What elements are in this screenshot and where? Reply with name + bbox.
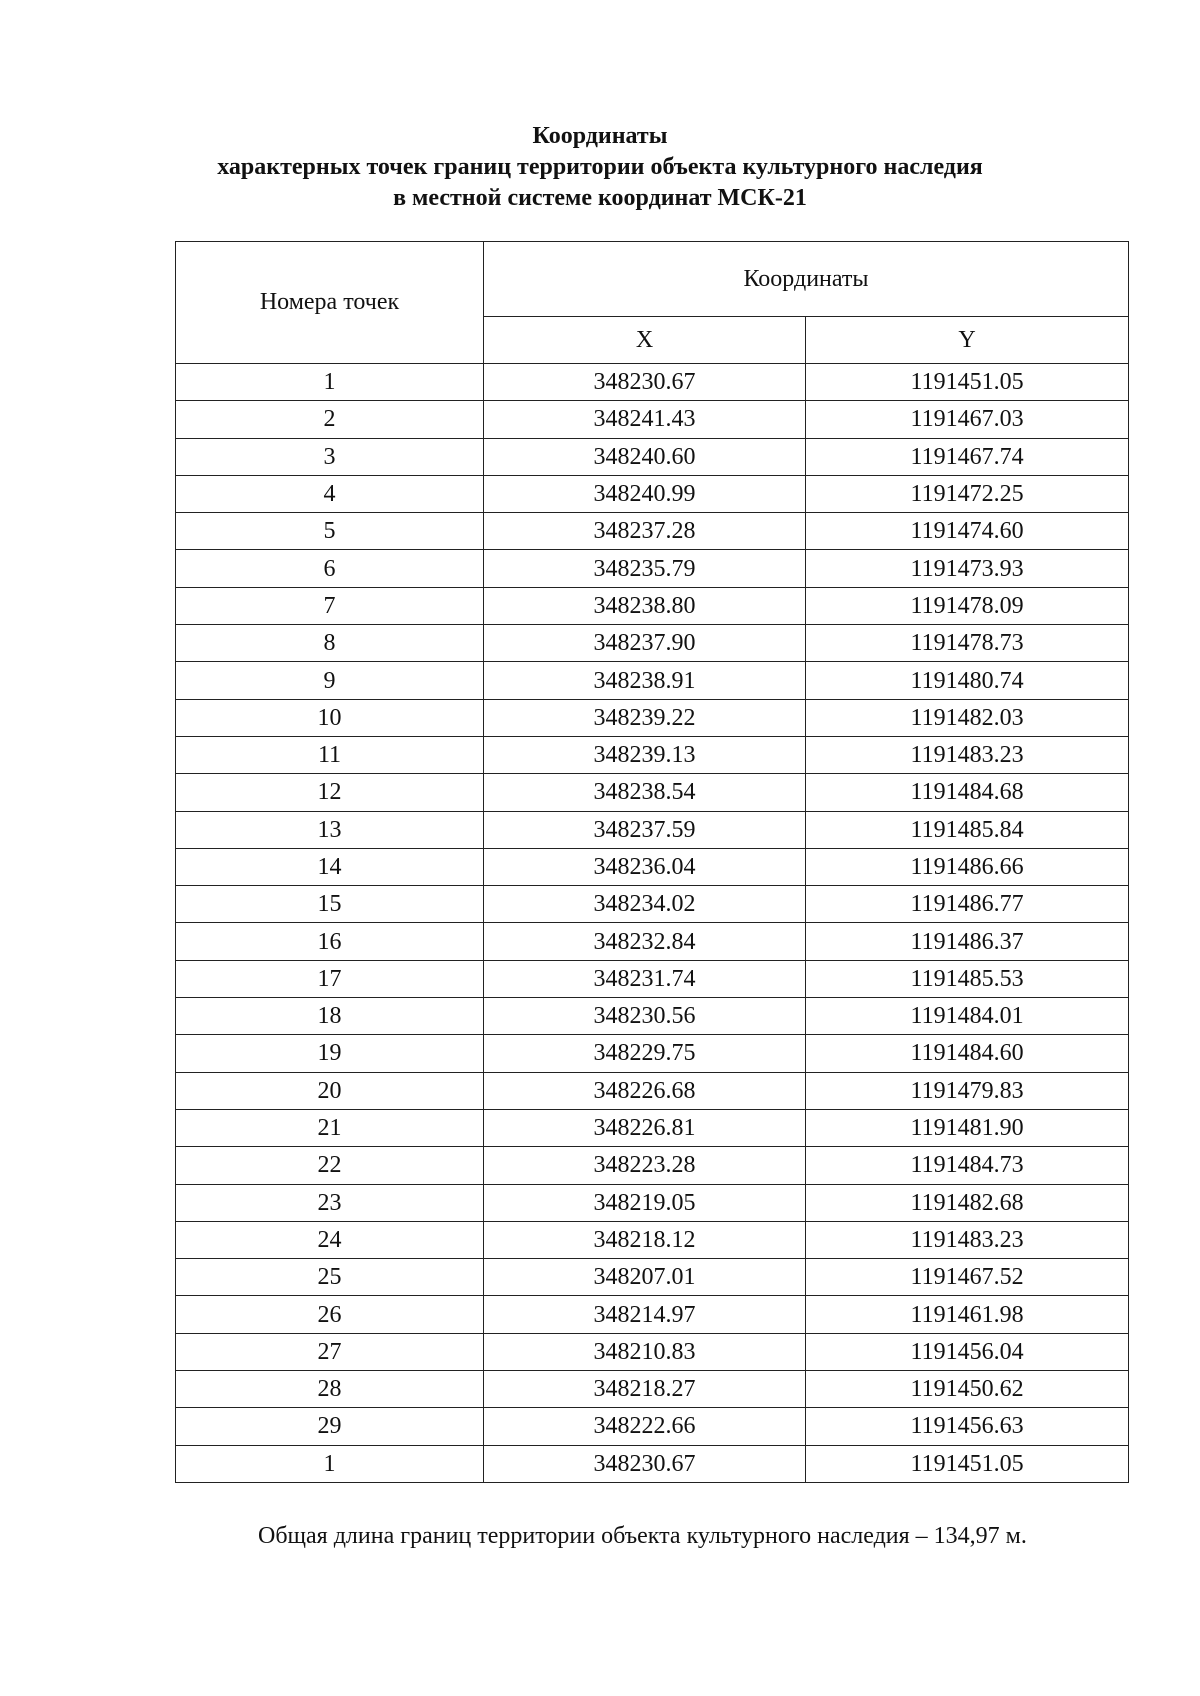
x-coordinate-cell: 348218.12 (484, 1221, 806, 1258)
y-coordinate-cell: 1191467.52 (806, 1259, 1129, 1296)
y-coordinate-cell: 1191478.09 (806, 587, 1129, 624)
point-number-cell: 11 (176, 736, 484, 773)
table-row (176, 587, 1129, 624)
total-length-note: Общая длина границ территории объекта культурного наследия – 134,97 м. (258, 1523, 1027, 1549)
table-row (176, 625, 1129, 662)
x-coordinate-cell: 348223.28 (484, 1147, 806, 1184)
x-coordinate-cell: 348218.27 (484, 1371, 806, 1408)
table-row (176, 811, 1129, 848)
y-coordinate-cell: 1191456.63 (806, 1408, 1129, 1445)
x-coordinate-cell: 348207.01 (484, 1259, 806, 1296)
y-coordinate-cell: 1191473.93 (806, 550, 1129, 587)
y-coordinate-cell: 1191482.03 (806, 699, 1129, 736)
y-coordinate-cell: 1191484.01 (806, 998, 1129, 1035)
coordinates-table (175, 241, 1129, 1483)
y-coordinate-cell: 1191480.74 (806, 662, 1129, 699)
y-coordinate-cell: 1191486.77 (806, 886, 1129, 923)
x-coordinate-cell: 348237.28 (484, 513, 806, 550)
table-row (176, 475, 1129, 512)
point-number-cell: 10 (176, 699, 484, 736)
table-row (176, 960, 1129, 997)
point-number-cell: 2 (176, 401, 484, 438)
point-number-cell: 23 (176, 1184, 484, 1221)
y-coordinate-cell: 1191485.84 (806, 811, 1129, 848)
x-coordinate-cell: 348226.68 (484, 1072, 806, 1109)
table-row (176, 438, 1129, 475)
header-coordinates: Координаты (484, 242, 1129, 317)
x-coordinate-cell: 348232.84 (484, 923, 806, 960)
point-number-cell: 12 (176, 774, 484, 811)
y-coordinate-cell: 1191484.68 (806, 774, 1129, 811)
x-coordinate-cell: 348240.99 (484, 475, 806, 512)
point-number-cell: 29 (176, 1408, 484, 1445)
x-coordinate-cell: 348235.79 (484, 550, 806, 587)
title-line-1: Координаты (532, 123, 668, 149)
point-number-cell: 18 (176, 998, 484, 1035)
point-number-cell: 3 (176, 438, 484, 475)
point-number-cell: 6 (176, 550, 484, 587)
x-coordinate-cell: 348239.22 (484, 699, 806, 736)
header-point-numbers: Номера точек (176, 242, 484, 364)
x-coordinate-cell: 348222.66 (484, 1408, 806, 1445)
header-y: Y (806, 317, 1129, 364)
point-number-cell: 13 (176, 811, 484, 848)
table-row (176, 1221, 1129, 1258)
table-row (176, 998, 1129, 1035)
table-row (176, 1109, 1129, 1146)
x-coordinate-cell: 348234.02 (484, 886, 806, 923)
table-row (176, 1259, 1129, 1296)
table-row (176, 848, 1129, 885)
table-row (176, 513, 1129, 550)
point-number-cell: 20 (176, 1072, 484, 1109)
table-row (176, 886, 1129, 923)
table-row (176, 364, 1129, 401)
point-number-cell: 1 (176, 364, 484, 401)
y-coordinate-cell: 1191472.25 (806, 475, 1129, 512)
point-number-cell: 9 (176, 662, 484, 699)
point-number-cell: 19 (176, 1035, 484, 1072)
x-coordinate-cell: 348237.90 (484, 625, 806, 662)
point-number-cell: 27 (176, 1333, 484, 1370)
y-coordinate-cell: 1191474.60 (806, 513, 1129, 550)
y-coordinate-cell: 1191483.23 (806, 736, 1129, 773)
point-number-cell: 17 (176, 960, 484, 997)
point-number-cell: 16 (176, 923, 484, 960)
title-line-3: в местной системе координат МСК-21 (393, 185, 807, 211)
table-row (176, 1371, 1129, 1408)
table-body (176, 364, 1129, 1483)
table-row (176, 736, 1129, 773)
y-coordinate-cell: 1191479.83 (806, 1072, 1129, 1109)
x-coordinate-cell: 348241.43 (484, 401, 806, 438)
x-coordinate-cell: 348229.75 (484, 1035, 806, 1072)
table-row (176, 401, 1129, 438)
y-coordinate-cell: 1191467.74 (806, 438, 1129, 475)
point-number-cell: 8 (176, 625, 484, 662)
title-line-2: характерных точек границ территории объекта культурного наследия (217, 154, 983, 180)
table-row (176, 1296, 1129, 1333)
point-number-cell: 14 (176, 848, 484, 885)
x-coordinate-cell: 348238.91 (484, 662, 806, 699)
y-coordinate-cell: 1191485.53 (806, 960, 1129, 997)
point-number-cell: 1 (176, 1445, 484, 1482)
y-coordinate-cell: 1191451.05 (806, 364, 1129, 401)
point-number-cell: 5 (176, 513, 484, 550)
table-row (176, 1184, 1129, 1221)
table-header (176, 242, 1129, 364)
x-coordinate-cell: 348230.67 (484, 364, 806, 401)
header-x: X (484, 317, 806, 364)
y-coordinate-cell: 1191451.05 (806, 1445, 1129, 1482)
y-coordinate-cell: 1191461.98 (806, 1296, 1129, 1333)
table-row (176, 774, 1129, 811)
point-number-cell: 25 (176, 1259, 484, 1296)
point-number-cell: 26 (176, 1296, 484, 1333)
x-coordinate-cell: 348238.54 (484, 774, 806, 811)
table-row (176, 1147, 1129, 1184)
x-coordinate-cell: 348231.74 (484, 960, 806, 997)
document-title (0, 121, 1200, 214)
point-number-cell: 7 (176, 587, 484, 624)
x-coordinate-cell: 348210.83 (484, 1333, 806, 1370)
x-coordinate-cell: 348230.67 (484, 1445, 806, 1482)
y-coordinate-cell: 1191450.62 (806, 1371, 1129, 1408)
y-coordinate-cell: 1191482.68 (806, 1184, 1129, 1221)
y-coordinate-cell: 1191456.04 (806, 1333, 1129, 1370)
y-coordinate-cell: 1191486.37 (806, 923, 1129, 960)
x-coordinate-cell: 348236.04 (484, 848, 806, 885)
point-number-cell: 22 (176, 1147, 484, 1184)
table-row (176, 662, 1129, 699)
y-coordinate-cell: 1191486.66 (806, 848, 1129, 885)
x-coordinate-cell: 348239.13 (484, 736, 806, 773)
y-coordinate-cell: 1191484.73 (806, 1147, 1129, 1184)
point-number-cell: 15 (176, 886, 484, 923)
point-number-cell: 21 (176, 1109, 484, 1146)
point-number-cell: 28 (176, 1371, 484, 1408)
table-row (176, 1333, 1129, 1370)
x-coordinate-cell: 348230.56 (484, 998, 806, 1035)
point-number-cell: 4 (176, 475, 484, 512)
table-row (176, 923, 1129, 960)
point-number-cell: 24 (176, 1221, 484, 1258)
x-coordinate-cell: 348238.80 (484, 587, 806, 624)
x-coordinate-cell: 348226.81 (484, 1109, 806, 1146)
x-coordinate-cell: 348219.05 (484, 1184, 806, 1221)
y-coordinate-cell: 1191478.73 (806, 625, 1129, 662)
table-row (176, 550, 1129, 587)
x-coordinate-cell: 348240.60 (484, 438, 806, 475)
x-coordinate-cell: 348214.97 (484, 1296, 806, 1333)
table-row (176, 699, 1129, 736)
y-coordinate-cell: 1191484.60 (806, 1035, 1129, 1072)
y-coordinate-cell: 1191481.90 (806, 1109, 1129, 1146)
y-coordinate-cell: 1191483.23 (806, 1221, 1129, 1258)
table-row (176, 1072, 1129, 1109)
table-row (176, 1408, 1129, 1445)
y-coordinate-cell: 1191467.03 (806, 401, 1129, 438)
table-row (176, 1445, 1129, 1482)
table-row (176, 1035, 1129, 1072)
x-coordinate-cell: 348237.59 (484, 811, 806, 848)
